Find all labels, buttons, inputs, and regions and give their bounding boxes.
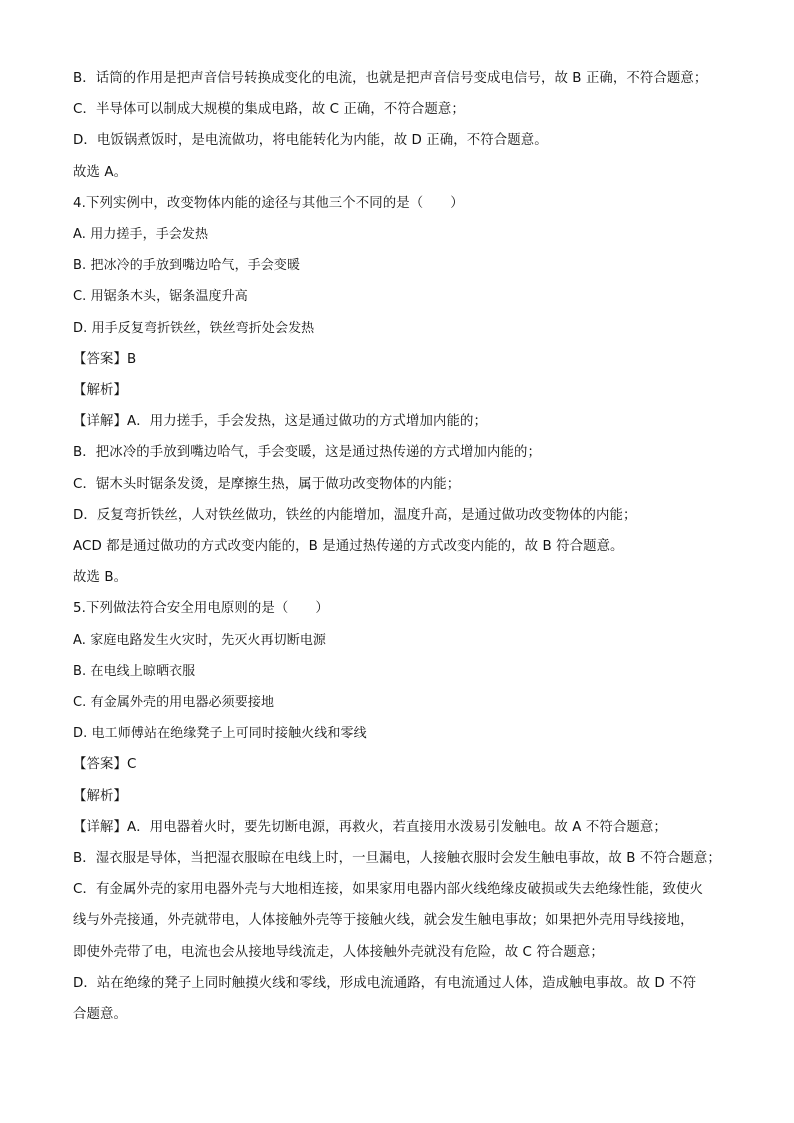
question-4-option-b: B. 把冰冷的手放到嘴边哈气，手会变暖 — [73, 258, 301, 274]
question-5-option-d: D. 电工师傅站在绝缘凳子上可同时接触火线和零线 — [73, 726, 367, 742]
question-4-stem: 4.下列实例中，改变物体内能的途径与其他三个不同的是（ ） — [73, 195, 464, 211]
question-4-option-d: D. 用手反复弯折铁丝，铁丝弯折处会发热 — [73, 320, 315, 336]
text-line: B．把冰冷的手放到嘴边哈气，手会变暖，这是通过热传递的方式增加内能的； — [73, 445, 541, 461]
text-line: C．半导体可以制成大规模的集成电路，故 C 正确，不符合题意； — [73, 102, 465, 118]
text-line: C．锯木头时锯条发烫，是摩擦生热，属于做功改变物体的内能； — [73, 476, 461, 492]
text-line: 故选 A。 — [73, 164, 128, 180]
text-line: ACD 都是通过做功的方式改变内能的，B 是通过热传递的方式改变内能的，故 B 符合题意。 — [73, 539, 624, 555]
question-5-analysis-heading: 【解析】 — [73, 788, 127, 804]
question-5-option-b: B. 在电线上晾晒衣服 — [73, 663, 196, 679]
text-line: 即使外壳带了电，电流也会从接地导线流走，人体接触外壳就没有危险，故 C 符合题意； — [73, 944, 604, 960]
text-line: 合题意。 — [73, 1007, 127, 1023]
text-line: 【详解】A．用力搓手，手会发热，这是通过做功的方式增加内能的； — [73, 414, 487, 430]
text-line: 故选 B。 — [73, 570, 128, 586]
question-5-option-c: C. 有金属外壳的用电器必须要接地 — [73, 695, 275, 711]
text-line: 【详解】A．用电器着火时，要先切断电源，再救火，若直接用水泼易引发触电。故 A 不符合题意； — [73, 819, 667, 835]
text-line: B．话筒的作用是把声音信号转换成变化的电流，也就是把声音信号变成电信号，故 B 正确，不符合题意； — [73, 71, 708, 86]
text-line: D．电饭锅煮饭时，是电流做功，将电能转化为内能，故 D 正确，不符合题意。 — [73, 133, 548, 149]
question-5-answer: 【答案】C — [73, 757, 137, 773]
text-line: C．有金属外壳的家用电器外壳与大地相连接，如果家用电器内部火线绝缘皮破损或失去绝缘性能，致使火 — [73, 882, 704, 898]
page-content — [73, 63, 733, 1030]
question-4-analysis-heading: 【解析】 — [73, 383, 127, 399]
question-4-answer: 【答案】B — [73, 351, 137, 367]
text-line: D．反复弯折铁丝，人对铁丝做功，铁丝的内能增加，温度升高，是通过做功改变物体的内能； — [73, 507, 637, 523]
question-5-option-a: A. 家庭电路发生火灾时，先灭火再切断电源 — [73, 632, 327, 648]
text-line: 线与外壳接通，外壳就带电，人体接触外壳等于接触火线，就会发生触电事故；如果把外壳用导线接地， — [73, 913, 694, 929]
question-5-stem: 5.下列做法符合安全用电原则的是（ ） — [73, 601, 329, 617]
text-line: D．站在绝缘的凳子上同时触摸火线和零线，形成电流通路，有电流通过人体，造成触电事故。故 D 不符 — [73, 975, 697, 991]
text-line: B．湿衣服是导体，当把湿衣服晾在电线上时，一旦漏电，人接触衣服时会发生触电事故，故 B 不符合题意； — [73, 851, 721, 867]
question-4-option-c: C. 用锯条木头，锯条温度升高 — [73, 289, 248, 305]
question-4-option-a: A. 用力搓手，手会发热 — [73, 227, 209, 243]
